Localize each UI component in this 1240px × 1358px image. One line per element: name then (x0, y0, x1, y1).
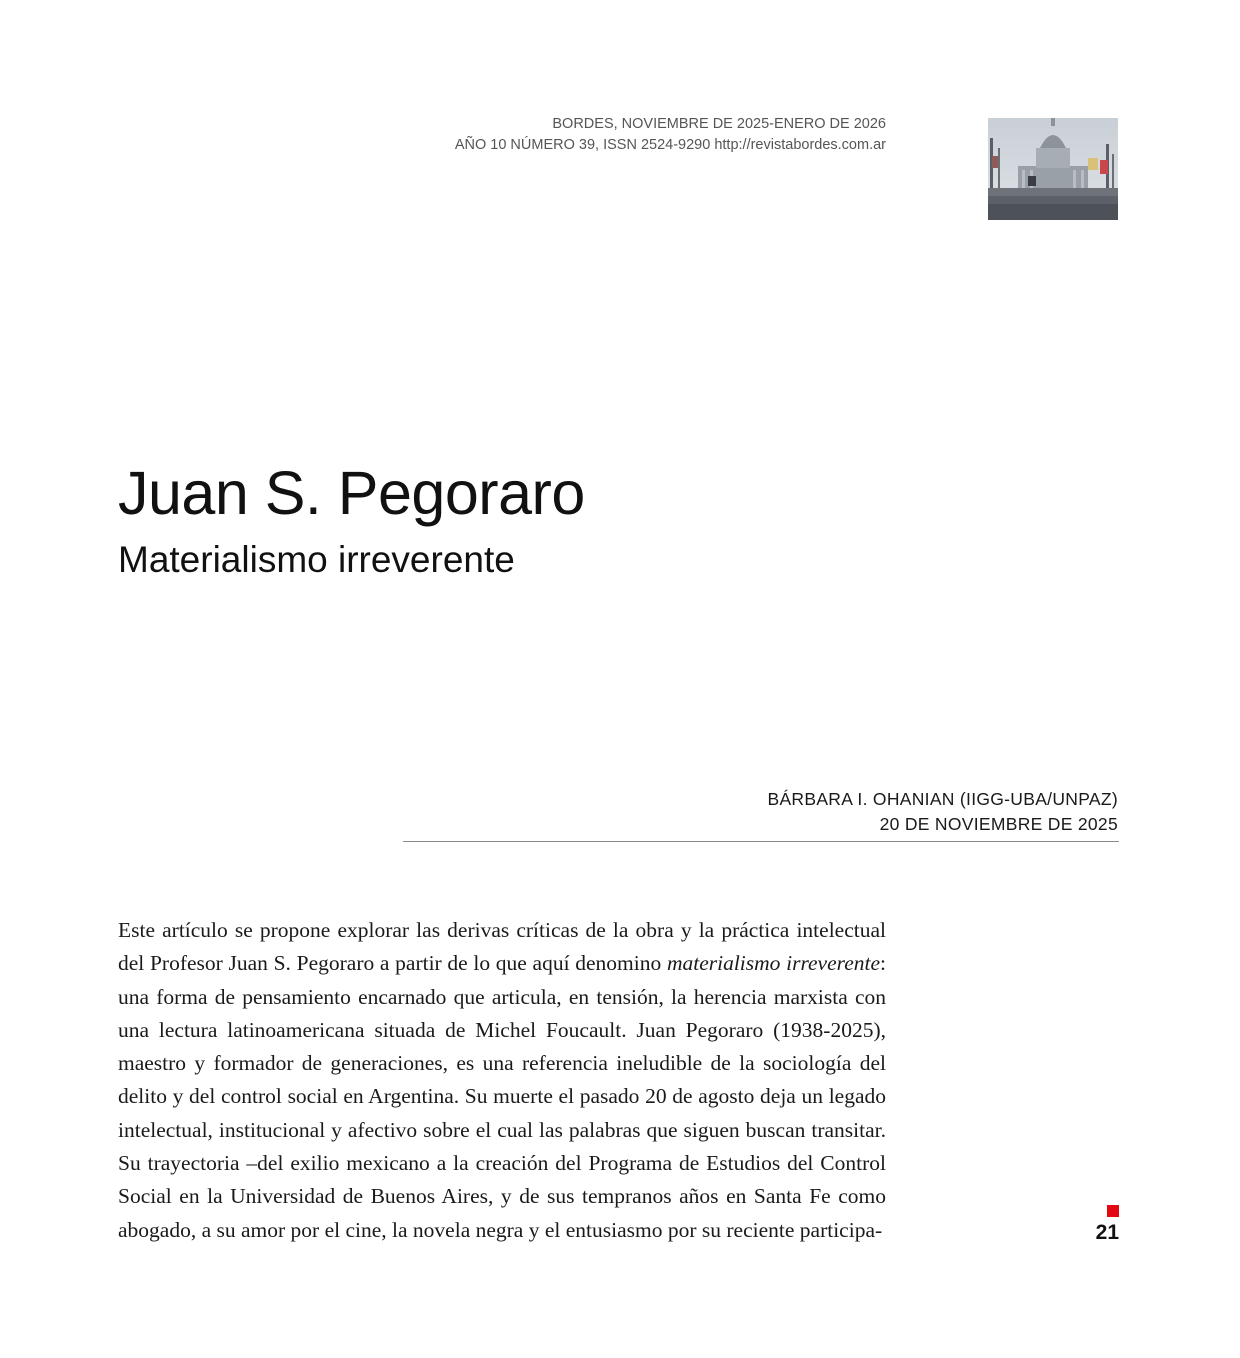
journal-masthead (455, 114, 886, 156)
page-number: 21 (1095, 1221, 1119, 1244)
publication-date: 20 DE NOVIEMBRE DE 2025 (879, 814, 1118, 834)
article-title: Juan S. Pegoraro (118, 459, 585, 527)
byline (767, 787, 1118, 837)
body-text-rest: : una forma de pensamiento encarnado que articula, en tensión, la herencia marxista con una lectura latinoamericana situada de Michel Foucault. Juan Pegoraro (1938-2025), maestro y formador de generaciones, es una referencia ineludible de la sociología del delito y del control social en Argentina. Su muerte el pasado 20 de agosto deja un legado intelectual, institucional y afectivo sobre el cual las palabras que siguen buscan transitar. Su trayectoria –del exilio mexicano a la creación del Programa de Estudios del Control Social en la Universidad de Buenos Aires, y de sus tempranos años en Santa Fe como abogado, a su amor por el cine, la novela negra y el entusiasmo por su reciente participa- (118, 951, 887, 1242)
title-block (118, 455, 585, 583)
cover-thumbnail-image (988, 118, 1118, 220)
body-emphasis: materialismo irreverente (666, 951, 881, 976)
page-accent-square (1107, 1205, 1119, 1217)
body-text-start: Este artículo se propone explorar las derivas críticas de la obra y la práctica intelectual del Profesor Juan S. Pegoraro a partir de lo que aquí denomino (118, 918, 886, 976)
author-name: BÁRBARA I. OHANIAN (IIGG-UBA/UNPAZ) (767, 789, 1118, 809)
article-subtitle: Materialismo irreverente (118, 539, 515, 580)
article-body-paragraph (118, 914, 886, 1247)
masthead-line-issue: BORDES, NOVIEMBRE DE 2025-ENERO DE 2026 (552, 116, 886, 132)
byline-divider (403, 841, 1119, 842)
masthead-line-issn: AÑO 10 NÚMERO 39, ISSN 2524-9290 http://revistabordes.com.ar (454, 137, 886, 153)
